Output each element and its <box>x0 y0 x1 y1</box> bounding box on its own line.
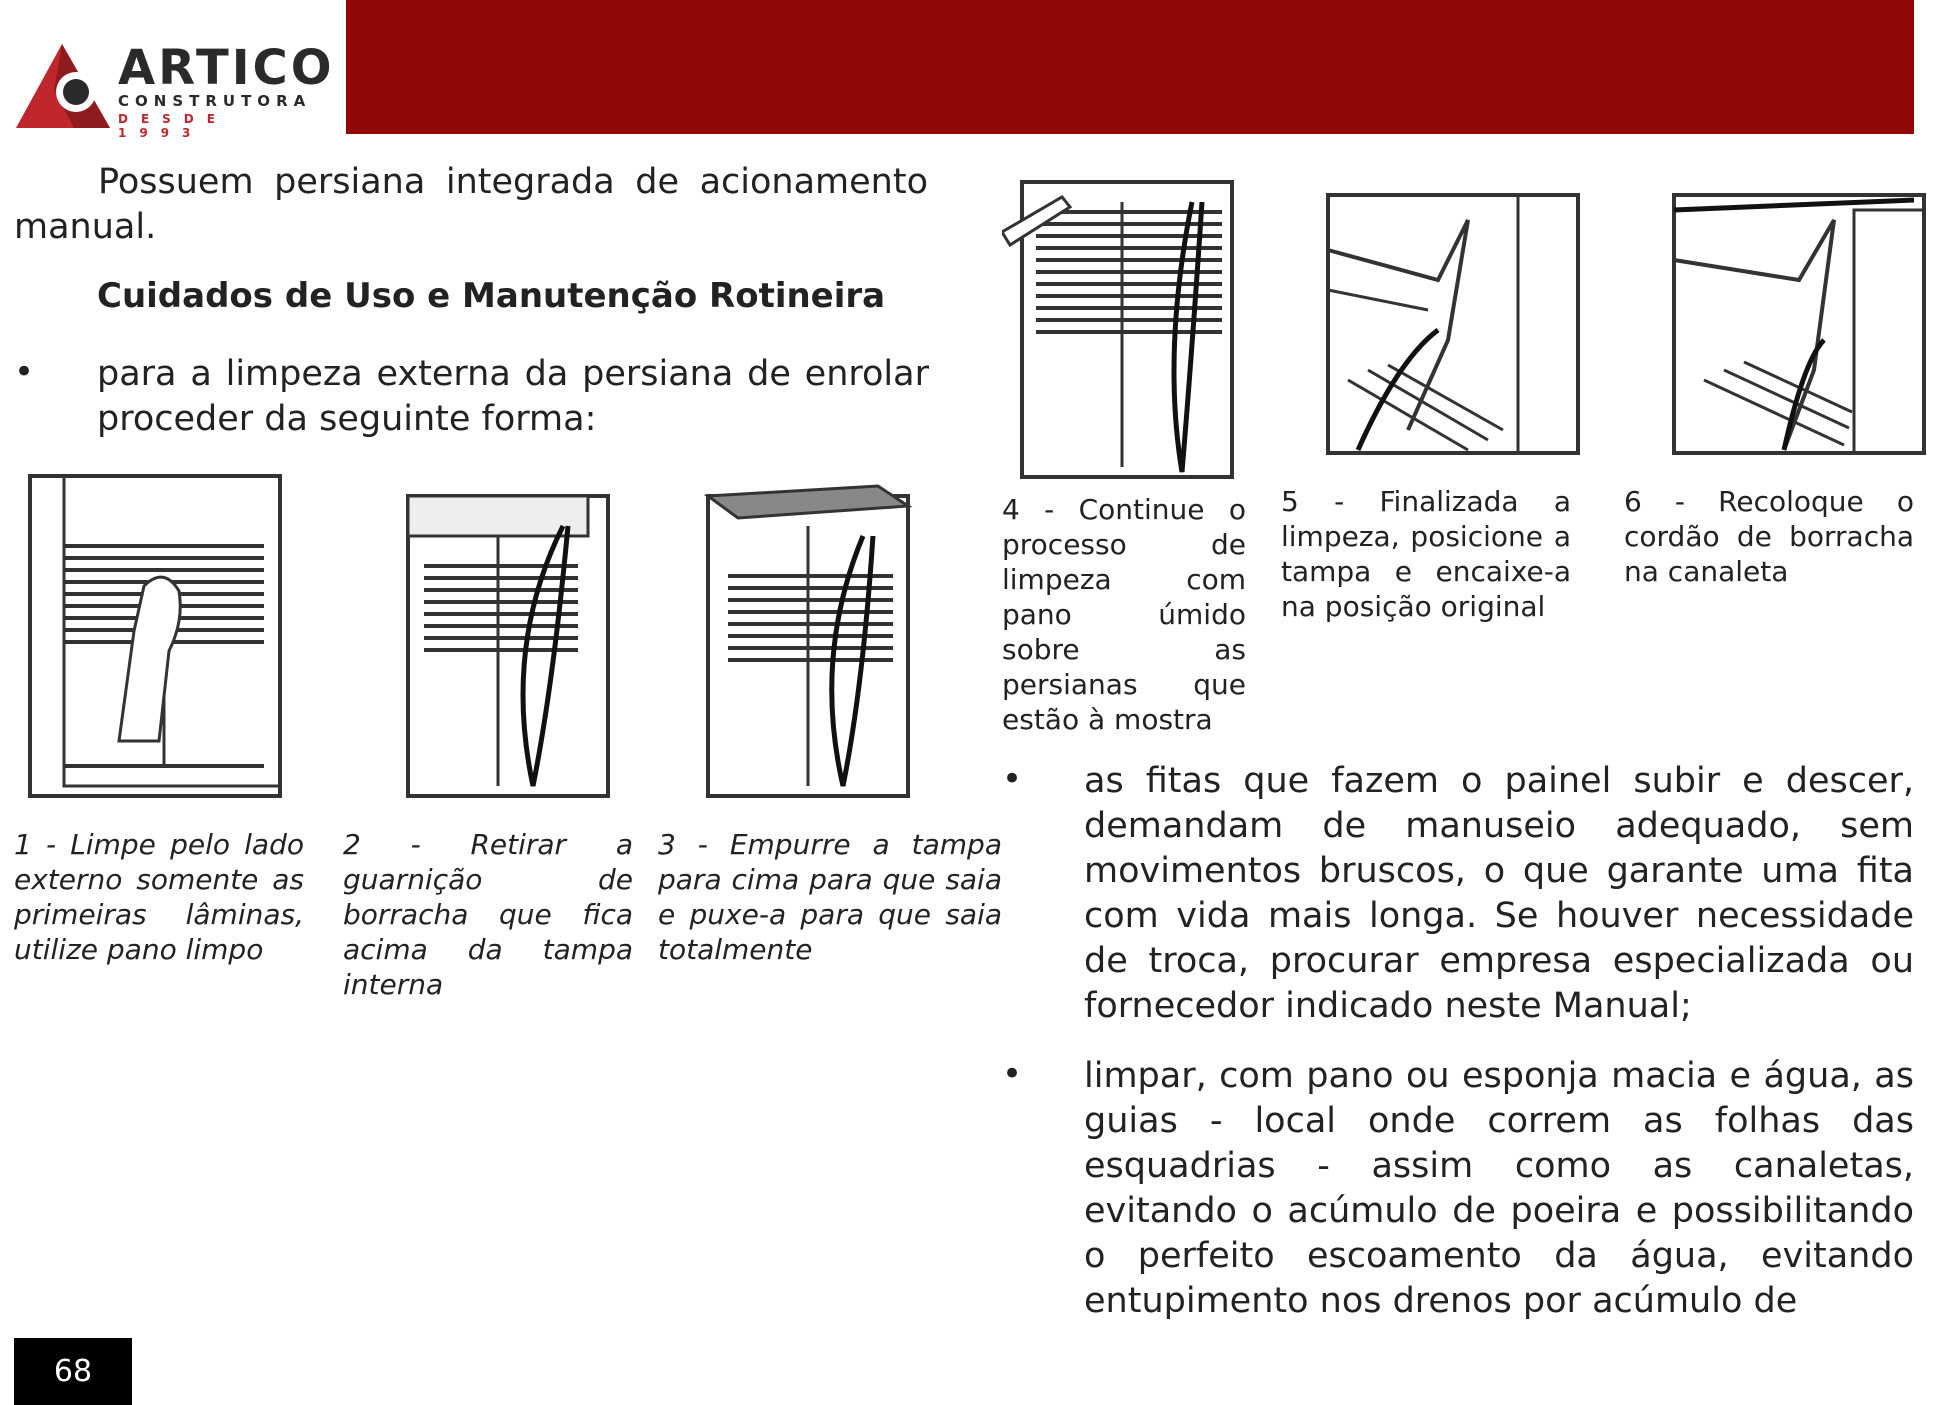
bullet-item: as fitas que fazem o painel subir e descer, demandam de manuseio adequado, sem movimentos bruscos, o que garante uma fita com vida mais longa. Se houver necessidade de troca, procurar empresa especializada ou fornecedor indicado neste Manual; <box>1084 761 1914 1026</box>
bullet-marker: • <box>1002 759 1023 799</box>
bullet-item: limpar, com pano ou esponja macia e água, as guias - local onde correm as folhas das esquadrias - assim como as canaletas, evitando o acúmulo de poeira e possibilitando o perfeito escoamento da água, evitando entupimento nos drenos por acúmulo de <box>1084 1056 1914 1321</box>
step-6-caption: 6 - Recoloque o cordão de borracha na canaleta <box>1624 485 1914 588</box>
step-4-caption: 4 - Continue o processo de limpeza com pano úmido sobre as persianas que estão à mostra <box>1002 493 1246 736</box>
brand-since: DESDE 1993 <box>118 112 228 140</box>
step-4-illustration <box>1002 172 1260 486</box>
intro-paragraph: Possuem persiana integrada de acionamento manual. <box>14 162 928 247</box>
brand-name: ARTICO <box>118 40 335 96</box>
step-3-caption: 3 - Empurre a tampa para cima para que saia e puxe-a para que saia totalmente <box>658 828 1002 966</box>
company-logo <box>14 40 335 140</box>
step-3-illustration <box>668 466 948 806</box>
window-remove-gasket-icon <box>388 466 632 806</box>
page-number: 68 <box>14 1338 132 1405</box>
step-2-illustration <box>388 466 632 806</box>
step-1-illustration <box>14 466 340 806</box>
section-title: Cuidados de Uso e Manutenção Rotineira <box>97 276 886 316</box>
step-6-illustration <box>1664 190 1934 458</box>
step-1-caption: 1 - Limpe pelo lado externo somente as primeiras lâminas, utilize pano limpo <box>14 828 304 966</box>
window-cleaning-icon <box>14 466 340 806</box>
brand-subtitle: CONSTRUTORA <box>118 92 312 110</box>
header-bar <box>346 0 1914 134</box>
step-5-illustration <box>1318 190 1588 458</box>
window-wipe-slats-icon <box>1002 172 1260 486</box>
artico-triangle-logo-icon <box>14 40 114 132</box>
bullet-marker: • <box>1002 1054 1023 1094</box>
bullet-item: para a limpeza externa da persiana de enrolar proceder da seguinte forma: <box>97 354 929 439</box>
cover-reposition-icon <box>1318 190 1588 458</box>
bullet-marker: • <box>14 352 35 392</box>
step-2-caption: 2 - Retirar a guarnição de borracha que fica acima da tampa interna <box>343 828 633 1001</box>
cord-replace-icon <box>1664 190 1934 458</box>
window-push-cover-icon <box>668 466 948 806</box>
step-5-caption: 5 - Finalizada a limpeza, posicione a tampa e encaixe-a na posição original <box>1281 485 1571 623</box>
